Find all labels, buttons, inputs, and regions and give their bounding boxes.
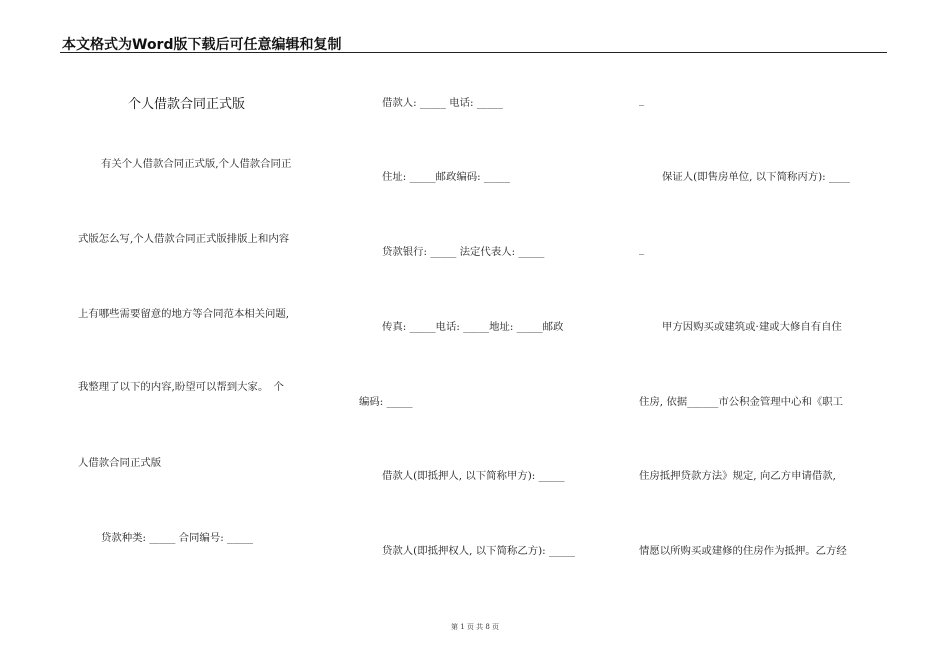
document-title: 个人借款合同正式版 [128, 97, 246, 112]
col2-line-2: 住址: _____邮政编码: _____ [382, 171, 510, 183]
col1-line-2: 式版怎么写,个人借款合同正式版排版上和内容 [78, 233, 290, 245]
col3-line-1: _ [639, 94, 645, 106]
col2-line-4: 传真: _____电话: _____地址: _____邮政 [382, 321, 564, 333]
col2-line-5: 编码: _____ [359, 396, 413, 408]
col2-line-6: 借款人(即抵押人, 以下简称甲方): _____ [382, 470, 565, 482]
col3-line-7: 情愿以所购买或建修的住房作为抵押。乙方经 [639, 545, 847, 557]
col1-line-1: 有关个人借款合同正式版,个人借款合同正 [101, 158, 292, 170]
col1-line-6: 贷款种类: _____ 合同编号: _____ [101, 532, 253, 544]
col3-line-6: 住房抵押贷款方法》规定, 向乙方申请借款, [639, 470, 836, 482]
header-divider [60, 52, 887, 53]
col2-line-7: 贷款人(即抵押权人, 以下简称乙方): _____ [382, 545, 575, 557]
col3-line-4: 甲方因购买或建筑或·建或大修自有自住 [662, 321, 842, 333]
col2-line-1: 借款人: _____ 电话: _____ [382, 97, 503, 109]
col3-line-5: 住房, 依据______市公积金管理中心和《职工 [639, 396, 844, 408]
page-header-title: 本文格式为Word版下载后可任意编辑和复制 [62, 37, 342, 53]
col3-line-3: _ [639, 243, 645, 255]
page-number: 第 1 页 共 8 页 [450, 623, 500, 631]
col1-line-3: 上有哪些需要留意的地方等合同范本相关问题, [78, 308, 290, 320]
col1-line-5: 人借款合同正式版 [78, 457, 162, 469]
col3-line-2: 保证人(即售房单位, 以下简称丙方): ____ [662, 171, 850, 183]
col1-line-4: 我整理了以下的内容,盼望可以帮到大家。 个 [78, 381, 284, 393]
col2-line-3: 贷款银行: _____ 法定代表人: _____ [382, 246, 545, 258]
